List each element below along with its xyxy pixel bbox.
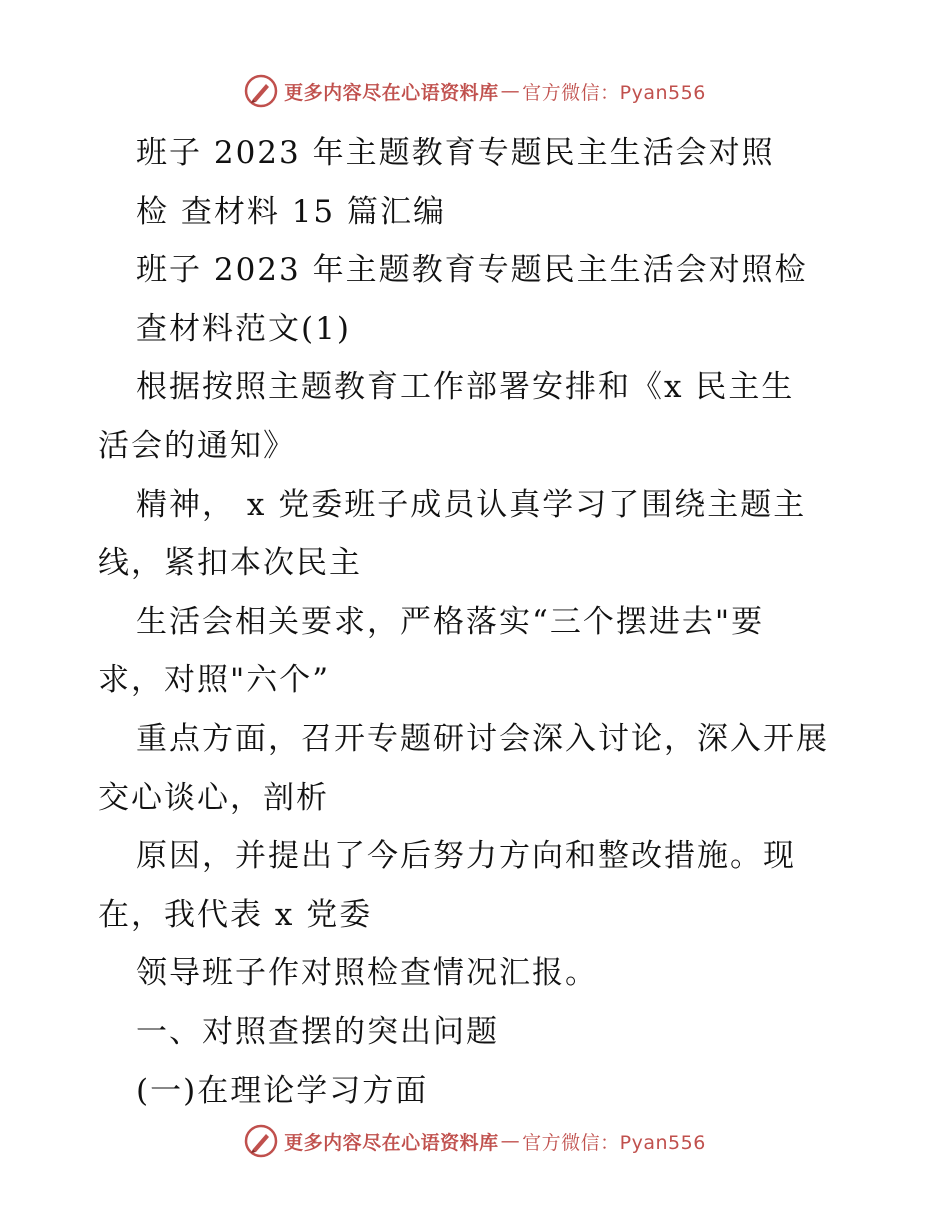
watermark-main-text: 更多内容尽在心语资料库 (284, 1131, 499, 1154)
text-line: 求，对照"六个” (98, 662, 331, 699)
watermark-dash: — (500, 1130, 521, 1152)
text-line: 班子 2023 年主题教育专题民主生活会对照检 (136, 252, 808, 289)
pen-logo-icon (244, 74, 278, 108)
text-line: 线，紧扣本次民主 (98, 545, 362, 582)
text-line: 查材料范文(1) (136, 310, 351, 347)
text-line: 精神， x 党委班子成员认真学习了围绕主题主 (136, 486, 807, 523)
document-body (98, 124, 858, 1120)
watermark-wechat-text: 官方微信：Pyan556 (522, 81, 706, 104)
text-line: (一)在理论学习方面 (136, 1072, 429, 1109)
watermark-header (0, 74, 950, 108)
text-line: 重点方面，召开专题研讨会深入讨论，深入开展 (136, 720, 829, 757)
watermark-footer (0, 1124, 950, 1158)
text-line: 活会的通知》 (98, 427, 296, 464)
text-line: 领导班子作对照检查情况汇报。 (136, 955, 598, 992)
text-line: 在，我代表 x 党委 (98, 896, 373, 933)
pen-logo-icon (244, 1124, 278, 1158)
watermark-wechat-text: 官方微信：Pyan556 (522, 1131, 706, 1154)
text-line: 原因，并提出了今后努力方向和整改措施。现 (136, 838, 796, 875)
text-line: 生活会相关要求，严格落实“三个摆进去"要 (136, 603, 765, 640)
text-line: 一、对照查摆的突出问题 (136, 1013, 499, 1050)
watermark-dash: — (500, 80, 521, 102)
text-line: 班子 2023 年主题教育专题民主生活会对照 (136, 135, 775, 171)
text-line: 根据按照主题教育工作部署安排和《x 民主生 (136, 369, 795, 406)
text-line: 检 查材料 15 篇汇编 (136, 193, 447, 230)
text-line: 交心谈心，剖析 (98, 779, 329, 816)
watermark-main-text: 更多内容尽在心语资料库 (284, 81, 499, 104)
